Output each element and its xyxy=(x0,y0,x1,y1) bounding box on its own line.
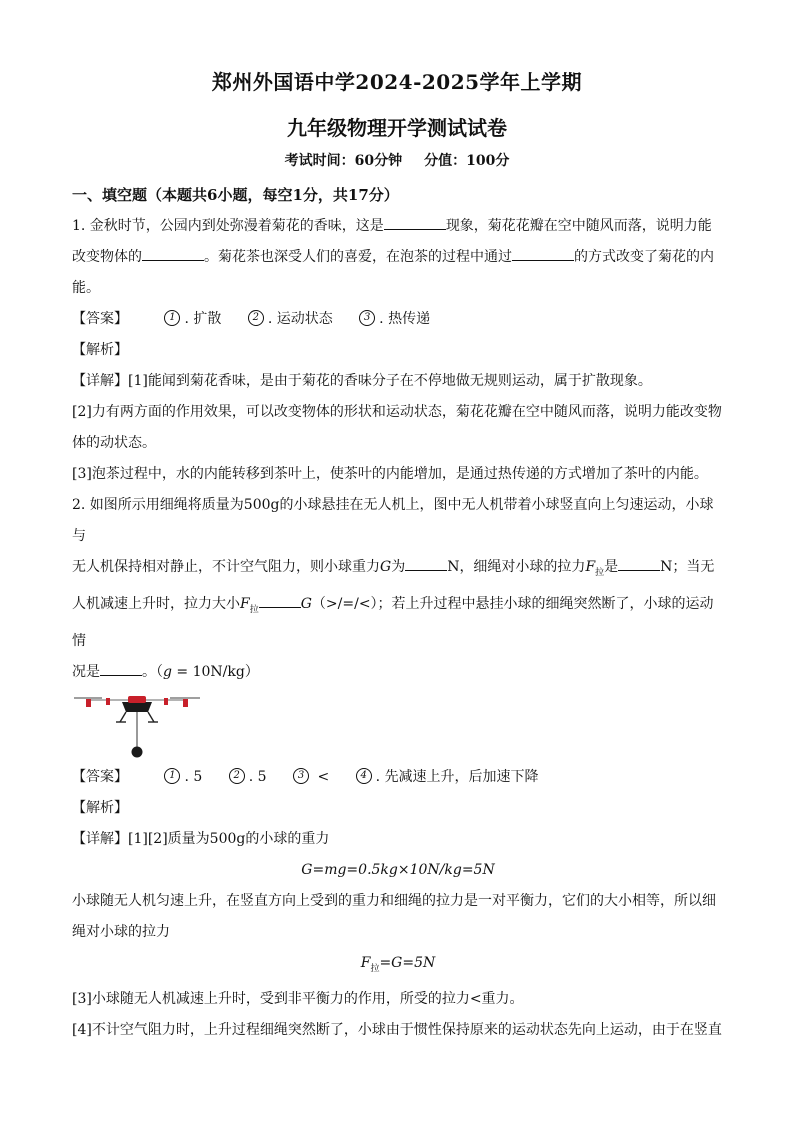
q1-answer-text: 热传递 xyxy=(388,311,431,327)
detail-tag: 【详解】 xyxy=(72,830,128,847)
q2-text: 人机减速上升时，拉力大小 xyxy=(72,595,240,612)
q2-symbol-f: F xyxy=(240,595,250,612)
q2-text: 。（ xyxy=(142,663,163,680)
q1-detail-2a: [2]力有两方面的作用效果，可以改变物体的形状和运动状态，菊花花瓣在空中随风而落，说明力能改变物 xyxy=(72,404,722,420)
q2-formula-2 xyxy=(72,948,724,985)
q1-detail-text: [1]能闻到菊花香味，是由于菊花的香味分子在不停地做无规则运动，属于扩散现象。 xyxy=(128,373,652,389)
exam-title-line2: 九年级物理开学测试试卷 xyxy=(287,116,507,140)
q1-blank-2 xyxy=(142,246,204,261)
q2-blank-2 xyxy=(618,556,660,571)
q2-detail-text: [1][2]质量为500g的小球的重力 xyxy=(128,830,330,847)
circle-number-icon: 1 xyxy=(164,768,180,784)
q2-answer-text: 先减速上升，后加速下降 xyxy=(384,768,539,785)
q2-blank-1 xyxy=(405,556,447,571)
q1-stem-line1 xyxy=(72,211,724,242)
circle-number-icon: 3 xyxy=(359,310,375,326)
q2-answer-text: < xyxy=(317,768,330,785)
q1-stem-line2 xyxy=(72,242,724,273)
q2-symbol-g: G xyxy=(380,559,392,575)
q1-answer-text: 运动状态 xyxy=(276,311,333,327)
q2-subscript: 拉 xyxy=(249,604,259,615)
q1-detail-2b: 体的动状态。 xyxy=(72,435,156,451)
answer-tag: 【答案】 xyxy=(72,768,128,785)
exam-time: 考试时间：60分钟 xyxy=(284,153,403,169)
q1-blank-3 xyxy=(512,246,574,261)
q2-detail-3: [3]小球随无人机减速上升时，受到非平衡力的作用，所受的拉力<重力。 xyxy=(72,991,524,1008)
q2-symbol-g: G xyxy=(300,595,312,612)
answer-tag: 【答案】 xyxy=(72,311,128,327)
q2-text: = 10N/kg） xyxy=(171,663,259,680)
q2-answer-1: 1 . 5 xyxy=(164,762,202,793)
q1-text: 现象，菊花花瓣在空中随风而落，说明力能 xyxy=(445,218,712,234)
q2-answer-text: 5 xyxy=(257,768,267,785)
q2-text: （>/=/<）；若上升过程中悬挂小球的细绳突然断了，小球的运动情 xyxy=(72,595,714,649)
exam-title-line1: 郑州外国语中学2024-2025学年上学期 xyxy=(211,70,583,94)
q2-blank-3 xyxy=(259,593,301,608)
q2-stem-line2 xyxy=(72,552,724,589)
q1-answer-2: 2 . 运动状态 xyxy=(248,304,333,335)
q2-formula-1: G=mg=0.5kg×10N/kg=5N xyxy=(301,861,495,878)
q2-stem-line4 xyxy=(72,657,724,688)
q2-stem-line3 xyxy=(72,589,724,657)
q1-answer-text: 扩散 xyxy=(193,311,222,327)
q1-answer-row xyxy=(72,304,724,335)
q2-symbol-f: F xyxy=(585,559,596,575)
circle-number-icon: 4 xyxy=(356,768,372,784)
q2-text: 况是 xyxy=(72,663,100,680)
circle-number-icon: 2 xyxy=(248,310,264,326)
q2-text: 无人机保持相对静止，不计空气阻力，则小球重力 xyxy=(72,559,380,575)
q1-text: 的方式改变了菊花的内 xyxy=(574,249,714,265)
q1-answer-1: 1 . 扩散 xyxy=(164,304,221,335)
q2-answer-row xyxy=(72,762,724,793)
q1-detail-1 xyxy=(72,366,724,397)
circle-number-icon: 3 xyxy=(293,768,309,784)
q1-detail-3: [3]泡茶过程中，水的内能转移到茶叶上，使茶叶的内能增加，是通过热传递的方式增加了茶叶的内能。 xyxy=(72,466,708,482)
q2-analysis-tag: 【解析】 xyxy=(72,799,128,816)
exam-score: 分值：100分 xyxy=(424,153,510,169)
drone-figure xyxy=(72,692,202,760)
q2-detail-2b: 绳对小球的拉力 xyxy=(72,923,170,940)
q2-subscript: 拉 xyxy=(370,963,380,974)
q2-stem-line1: 2. 如图所示用细绳将质量为500g的小球悬挂在无人机上，图中无人机带着小球竖直向上匀速运动，小球与 xyxy=(72,497,714,544)
detail-tag: 【详解】 xyxy=(72,373,128,389)
q1-analysis-tag: 【解析】 xyxy=(72,342,128,358)
q2-text: N，细绳对小球的拉力 xyxy=(447,559,586,575)
q2-text: 为 xyxy=(391,559,406,575)
exam-content xyxy=(72,180,724,1046)
q1-stem-line3: 能。 xyxy=(72,280,100,296)
q1-blank-1 xyxy=(384,215,446,230)
q2-answer-3 xyxy=(293,762,329,793)
q2-blank-4 xyxy=(100,661,142,676)
q2-detail-2a: 小球随无人机匀速上升，在竖直方向上受到的重力和细绳的拉力是一对平衡力，它们的大小相等，所以细 xyxy=(72,892,716,909)
q2-detail-4: [4]不计空气阻力时，上升过程细绳突然断了，小球由于惯性保持原来的运动状态先向上运动，由于在竖直 xyxy=(72,1022,722,1039)
q1-text: 1. 金秋时节，公园内到处弥漫着菊花的香味，这是 xyxy=(72,218,384,234)
q2-answer-2: 2 . 5 xyxy=(229,762,267,793)
q2-answer-text: 5 xyxy=(193,768,203,785)
q2-formula-text: =G=5N xyxy=(379,954,436,971)
q1-answer-3: 3 . 热传递 xyxy=(359,304,430,335)
drone-icon xyxy=(74,696,200,758)
exam-meta xyxy=(0,150,794,170)
q2-text: N；当无 xyxy=(660,559,715,575)
q2-symbol-f: F xyxy=(360,954,371,971)
q2-subscript: 拉 xyxy=(595,567,605,578)
q2-answer-4: 4 . 先减速上升，后加速下降 xyxy=(356,762,539,793)
q1-text: 。菊花茶也深受人们的喜爱，在泡茶的过程中通过 xyxy=(204,249,512,265)
section-heading: 一、填空题（本题共6小题，每空1分，共17分） xyxy=(72,186,399,204)
circle-number-icon: 1 xyxy=(164,310,180,326)
circle-number-icon: 2 xyxy=(229,768,245,784)
q2-detail-1 xyxy=(72,824,724,855)
q1-text: 改变物体的 xyxy=(72,249,142,265)
q2-text: 是 xyxy=(604,559,619,575)
q2-symbol-g: g xyxy=(163,663,172,680)
